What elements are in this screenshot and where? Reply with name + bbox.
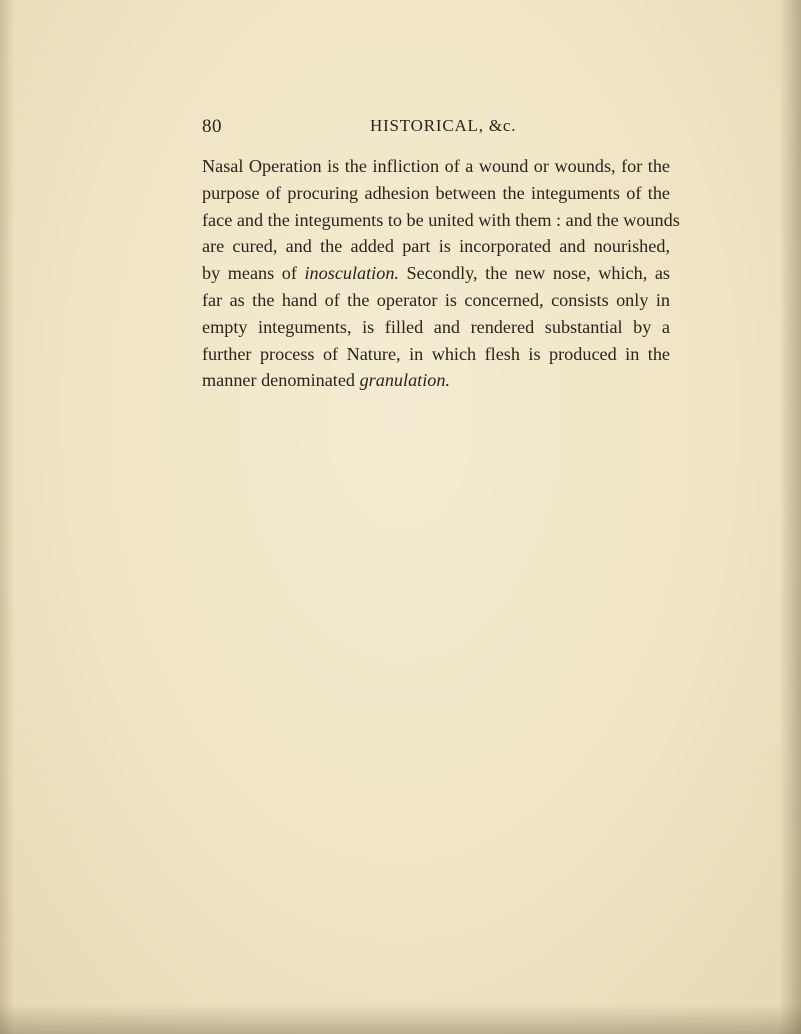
text-line — [202, 367, 670, 394]
page-number: 80 — [202, 116, 222, 137]
text-segment: by means of — [202, 263, 305, 284]
page-edge-shadow-right — [779, 0, 801, 1034]
page-header — [202, 116, 672, 140]
text-line — [202, 260, 670, 287]
text-line: empty integuments, is filled and rendered substantial by a — [202, 316, 670, 337]
body-paragraph — [202, 153, 680, 394]
text-line: face and the integuments to be united with them : and the wounds — [202, 209, 680, 230]
text-line: far as the hand of the operator is concerned, consists only in — [202, 289, 670, 310]
text-segment: Secondly, the new nose, which, as — [398, 263, 670, 284]
text-line: Nasal Operation is the infliction of a wound or wounds, for the — [202, 156, 670, 176]
text-line: purpose of procuring adhesion between the integuments of the — [202, 182, 670, 203]
page-edge-shadow-left — [0, 0, 14, 1034]
text-line: are cured, and the added part is incorporated and nourished, — [202, 236, 670, 257]
text-segment: manner denominated — [202, 370, 360, 391]
italic-term-inosculation: inosculation. — [304, 263, 399, 284]
running-head: HISTORICAL, &c. — [370, 116, 517, 135]
italic-term-granulation: granulation. — [359, 370, 451, 391]
page-edge-shadow-bottom — [0, 1004, 801, 1034]
text-line: further process of Nature, in which flesh is produced in the — [202, 343, 670, 364]
